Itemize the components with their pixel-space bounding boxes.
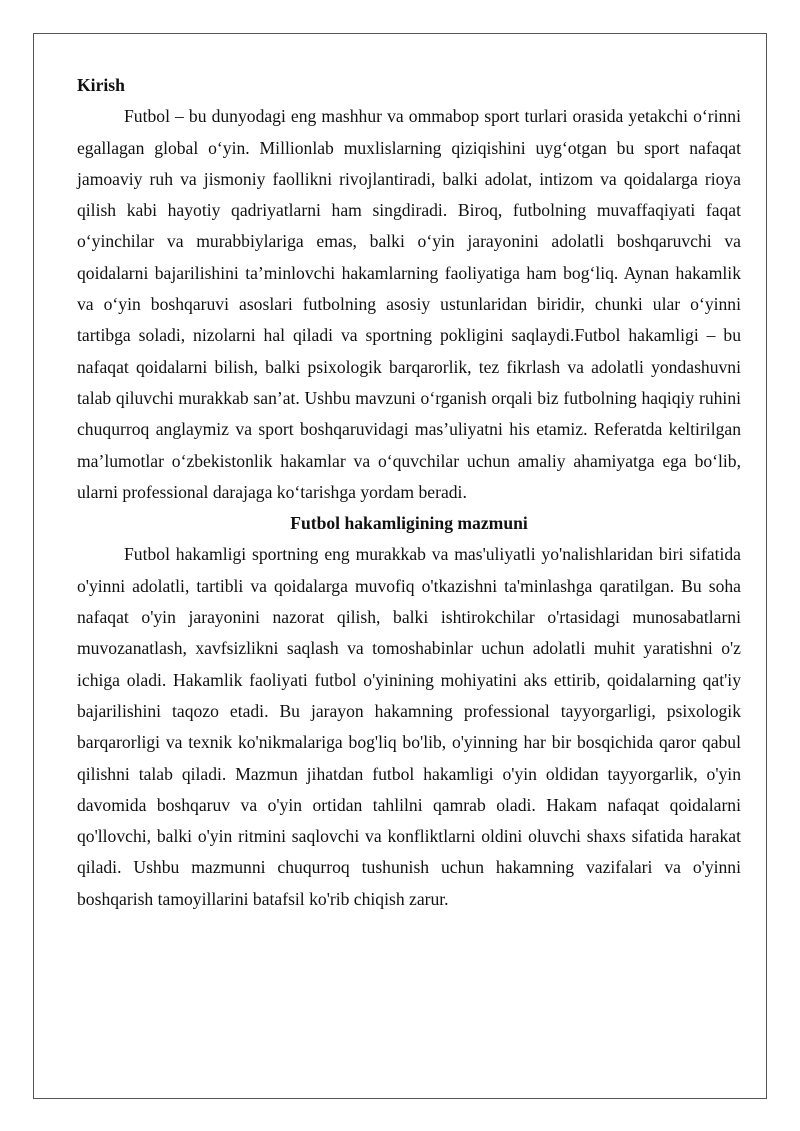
intro-heading: Kirish: [77, 75, 125, 95]
section-paragraph: Futbol hakamligi sportning eng murakkab va mas'uliyatli yo'nalishlaridan biri sifatida o'yinni adolatli, tartibli va qoidalarga muvofiq o'tkazishni ta'minlashga qaratilgan. Bu soha nafaqat o'yin jarayonini nazorat qilish, balki ishtirokchilar o'rtasidagi munosabatlarni muvozanatlash, xavfsizlikni saqlash va tomoshabinlar uchun adolatli muhit yaratishni o'z ichiga oladi. Hakamlik faoliyati futbol o'yinining mohiyatini aks ettirib, qoidalarning qat'iy bajarilishini taqozo etadi. Bu jarayon hakamning professional tayyorgarligi, psixologik barqarorligi va texnik ko'nikmalariga bog'liq bo'lib, o'yinning har bir bosqichida qaror qabul qilishni talab qiladi. Mazmun jihatdan futbol hakamligi o'yin oldidan tayyorgarlik, o'yin davomida boshqaruv va o'yin ortidan tahlilni qamrab oladi. Hakam nafaqat qoidalarni qo'llovchi, balki o'yin ritmini saqlovchi va konfliktlarni oldini oluvchi shaxs sifatida harakat qiladi. Ushbu mazmunni chuqurroq tushunish uchun hakamning vazifalari va o'yinni boshqarish tamoyillarini batafsil ko'rib chiqish zarur.: [77, 544, 741, 909]
document-body: [77, 70, 741, 915]
intro-paragraph: Futbol – bu dunyodagi eng mashhur va ommabop sport turlari orasida yetakchi o‘rinni egallagan global o‘yin. Millionlab muxlislarning qiziqishini uyg‘otgan bu sport nafaqat jamoaviy ruh va jismoniy faollikni rivojlantiradi, balki adolat, intizom va qoidalarga rioya qilish kabi hayotiy qadriyatlarni ham singdiradi. Biroq, futbolning muvaffaqiyati faqat o‘yinchilar va murabbiylariga emas, balki o‘yin jarayonini adolatli boshqaruvchi va qoidalarni bajarilishini ta’minlovchi hakamlarning faoliyatiga ham bog‘liq. Aynan hakamlik va o‘yin boshqaruvi asoslari futbolning asosiy ustunlaridan biridir, chunki ular o‘yinni tartibga soladi, nizolarni hal qiladi va sportning pokligini saqlaydi.Futbol hakamligi – bu nafaqat qoidalarni bilish, balki psixologik barqarorlik, tez fikrlash va adolatli yondashuvni talab qiluvchi murakkab san’at. Ushbu mavzuni o‘rganish orqali biz futbolning haqiqiy ruhini chuqurroq anglaymiz va sport boshqaruvidagi mas’uliyatni his etamiz. Referatda keltirilgan ma’lumotlar o‘zbekistonlik hakamlar va o‘quvchilar uchun amaliy ahamiyatga ega bo‘lib, ularni professional darajaga ko‘tarishga yordam beradi.: [77, 106, 741, 502]
section-heading: Futbol hakamligining mazmuni: [290, 513, 528, 534]
